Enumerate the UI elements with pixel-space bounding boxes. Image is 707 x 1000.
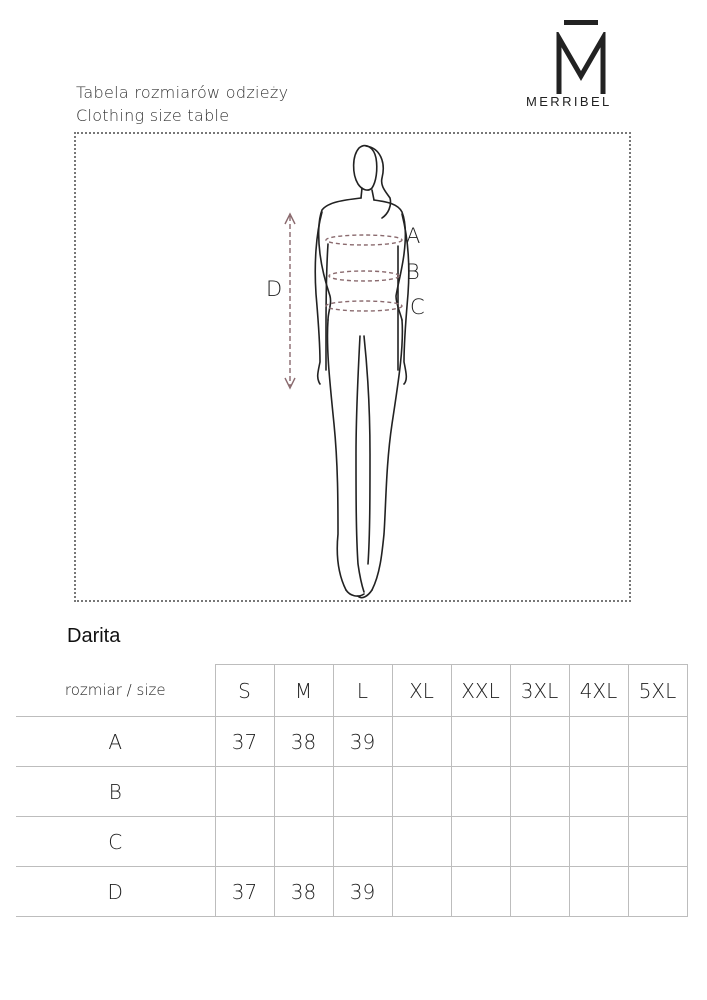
title-polish: Tabela rozmiarów odzieży xyxy=(76,83,289,102)
table-row xyxy=(16,717,687,767)
product-name: Darita xyxy=(67,625,121,647)
table-cell xyxy=(451,867,510,917)
label-d: D xyxy=(266,277,283,301)
logo-m-mark xyxy=(555,32,607,96)
table-row xyxy=(16,867,687,917)
table-cell xyxy=(392,717,451,767)
table-cell xyxy=(274,817,333,867)
table-cell xyxy=(628,867,687,917)
table-cell xyxy=(510,717,569,767)
size-header: M xyxy=(274,665,333,717)
table-cell: 39 xyxy=(333,717,392,767)
label-a: A xyxy=(406,224,421,248)
title-english: Clothing size table xyxy=(76,106,230,125)
size-header: XXL xyxy=(451,665,510,717)
table-cell xyxy=(333,767,392,817)
table-cell xyxy=(628,767,687,817)
row-label: B xyxy=(16,767,215,817)
table-row xyxy=(16,817,687,867)
table-cell xyxy=(451,717,510,767)
table-cell xyxy=(392,867,451,917)
corner-label: rozmiar / size xyxy=(16,665,215,717)
table-cell xyxy=(569,817,628,867)
table-cell: 38 xyxy=(274,867,333,917)
label-c: C xyxy=(410,295,425,319)
table-cell: 39 xyxy=(333,867,392,917)
table-cell xyxy=(510,817,569,867)
table-cell xyxy=(569,767,628,817)
table-cell xyxy=(451,817,510,867)
figure-diagram xyxy=(74,132,631,602)
size-header: 5XL xyxy=(628,665,687,717)
brand-name: MERRIBEL xyxy=(526,94,612,109)
size-header: XL xyxy=(392,665,451,717)
table-cell xyxy=(215,817,274,867)
table-cell xyxy=(510,867,569,917)
size-header: L xyxy=(333,665,392,717)
table-header-row xyxy=(16,665,687,717)
logo-bar xyxy=(564,20,598,25)
table-row xyxy=(16,767,687,817)
table-cell xyxy=(333,817,392,867)
table-cell xyxy=(628,817,687,867)
table-cell xyxy=(628,717,687,767)
row-label: A xyxy=(16,717,215,767)
table-cell: 38 xyxy=(274,717,333,767)
table-cell xyxy=(392,817,451,867)
table-cell: 37 xyxy=(215,867,274,917)
table-cell xyxy=(510,767,569,817)
label-b: B xyxy=(406,260,420,284)
table-cell xyxy=(392,767,451,817)
table-cell xyxy=(569,867,628,917)
table-cell xyxy=(451,767,510,817)
body-silhouette xyxy=(76,134,633,604)
table-cell: 37 xyxy=(215,717,274,767)
table-cell xyxy=(569,717,628,767)
table-cell xyxy=(215,767,274,817)
size-header: 4XL xyxy=(569,665,628,717)
size-table xyxy=(16,664,688,917)
table-cell xyxy=(274,767,333,817)
size-header: S xyxy=(215,665,274,717)
size-header: 3XL xyxy=(510,665,569,717)
row-label: D xyxy=(16,867,215,917)
brand-logo xyxy=(520,14,640,114)
row-label: C xyxy=(16,817,215,867)
